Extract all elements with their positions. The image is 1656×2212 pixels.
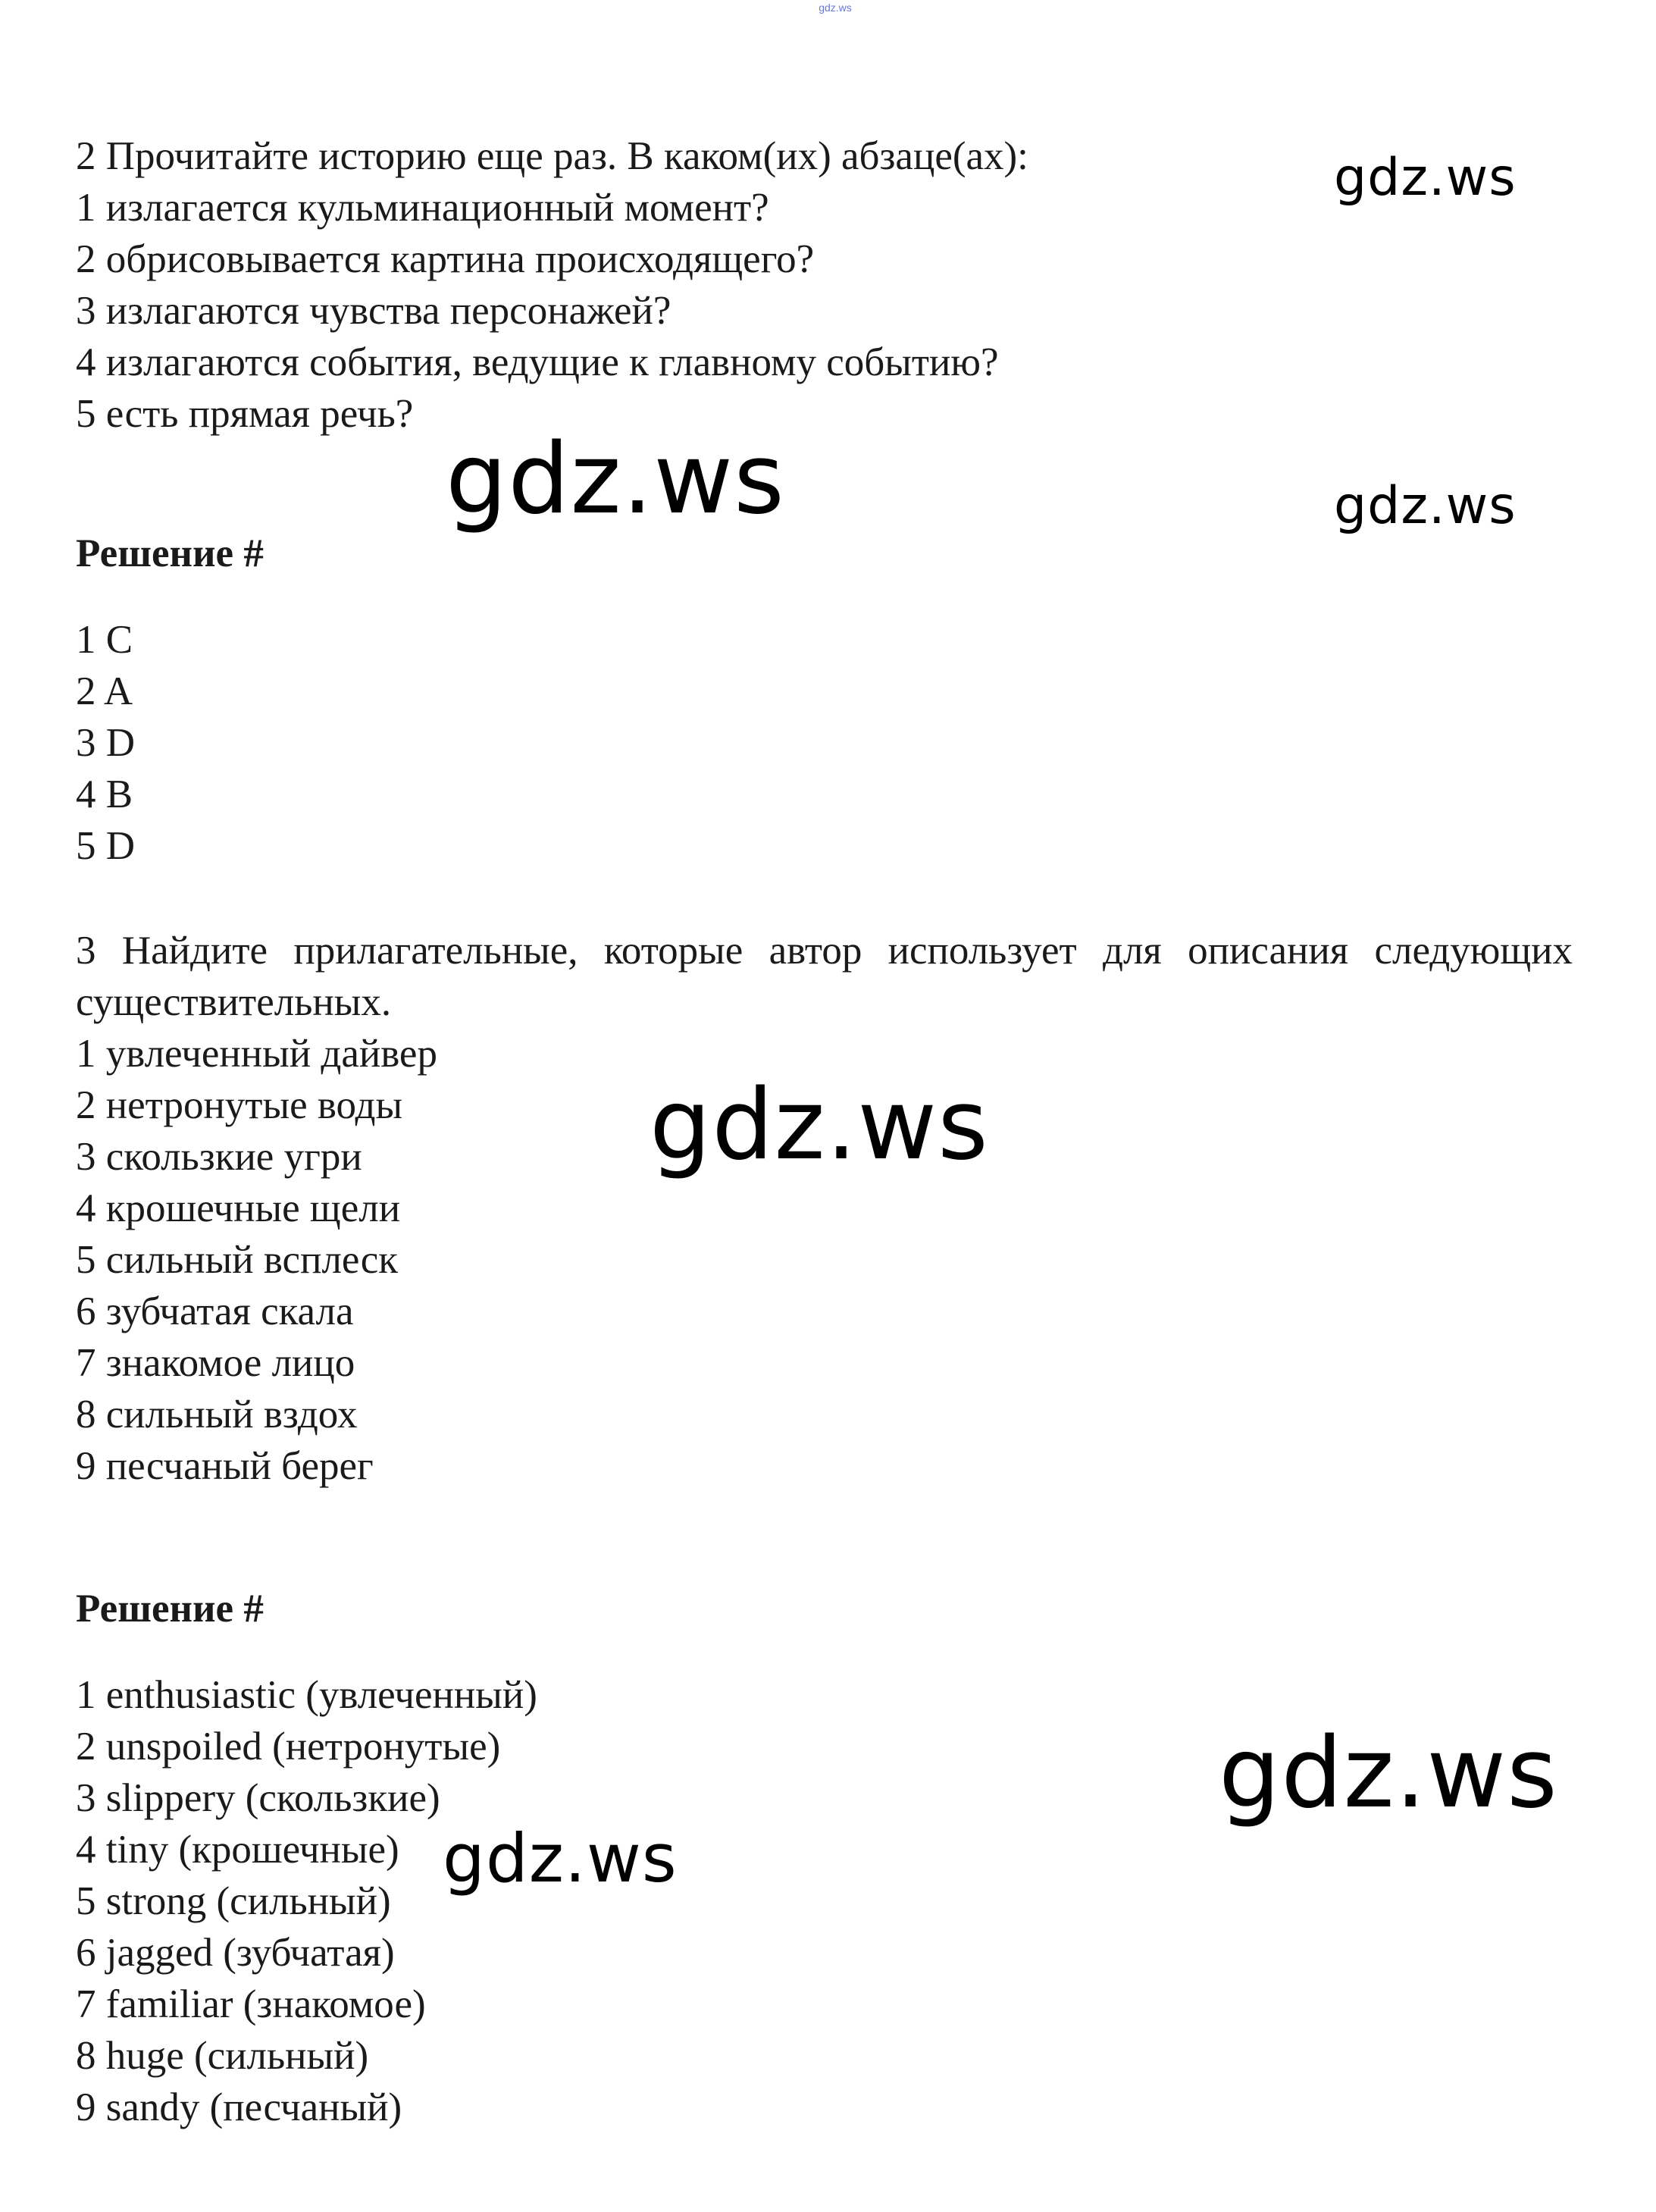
solution-1-answer: 3 D bbox=[76, 721, 136, 765]
task-2-question: 3 излагаются чувства персонажей? bbox=[76, 289, 671, 333]
solution-2-answer: 5 strong (сильный) bbox=[76, 1879, 391, 1923]
task-2-question: 2 обрисовывается картина происходящего? bbox=[76, 237, 815, 281]
task-3-item: 1 увлеченный дайвер bbox=[76, 1032, 437, 1076]
watermark: gdz.ws bbox=[650, 1069, 989, 1182]
task-3-item: 4 крошечные щели bbox=[76, 1186, 401, 1230]
task-3-items bbox=[76, 1028, 437, 1492]
watermark: gdz.ws bbox=[1334, 476, 1517, 536]
solution-2-answer: 3 slippery (скользкие) bbox=[76, 1776, 440, 1820]
task-3-title: 3 Найдите прилагательные, которые автор использует для описания следующих существительных. bbox=[76, 929, 1573, 1024]
solution-2-answers bbox=[76, 1669, 537, 2133]
solution-2-answer: 6 jagged (зубчатая) bbox=[76, 1931, 395, 1975]
header-watermark: gdz.ws bbox=[819, 2, 852, 14]
watermark: gdz.ws bbox=[1219, 1717, 1558, 1830]
solution-2-answer: 2 unspoiled (нетронутые) bbox=[76, 1725, 501, 1769]
task-3-item: 9 песчаный берег bbox=[76, 1444, 374, 1488]
task-2-block bbox=[76, 130, 1028, 440]
watermark: gdz.ws bbox=[1334, 148, 1517, 208]
solution-1-answers bbox=[76, 614, 135, 872]
task-3-item: 5 сильный всплеск bbox=[76, 1238, 399, 1282]
solution-2-answer: 1 enthusiastic (увлеченный) bbox=[76, 1673, 537, 1717]
solution-1-heading: Решение # bbox=[76, 531, 264, 575]
task-3-item: 2 нетронутые воды bbox=[76, 1083, 403, 1127]
solution-2-answer: 9 sandy (песчаный) bbox=[76, 2085, 402, 2129]
solution-2-answer: 8 huge (сильный) bbox=[76, 2034, 369, 2078]
solution-1-answer: 4 B bbox=[76, 772, 133, 816]
solution-2-heading: Решение # bbox=[76, 1587, 264, 1631]
watermark: gdz.ws bbox=[443, 1819, 678, 1897]
task-3-item: 7 знакомое лицо bbox=[76, 1341, 355, 1385]
solution-2-answer: 7 familiar (знакомое) bbox=[76, 1982, 426, 2026]
watermark: gdz.ws bbox=[446, 423, 785, 536]
solution-1-answer: 2 A bbox=[76, 669, 133, 713]
task-3-item: 8 сильный вздох bbox=[76, 1393, 358, 1437]
task-2-title: 2 Прочитайте историю еще раз. В каком(их) абзаце(ах): bbox=[76, 134, 1028, 178]
task-2-question: 1 излагается кульминационный момент? bbox=[76, 186, 769, 230]
solution-1-answer: 5 D bbox=[76, 824, 136, 868]
task-3-item: 3 скользкие угри bbox=[76, 1135, 362, 1179]
task-3-item: 6 зубчатая скала bbox=[76, 1289, 354, 1333]
task-2-question: 4 излагаются события, ведущие к главному событию? bbox=[76, 340, 999, 384]
solution-1-answer: 1 C bbox=[76, 618, 133, 662]
task-2-question: 5 есть прямая речь? bbox=[76, 392, 414, 436]
solution-2-answer: 4 tiny (крошечные) bbox=[76, 1828, 399, 1872]
